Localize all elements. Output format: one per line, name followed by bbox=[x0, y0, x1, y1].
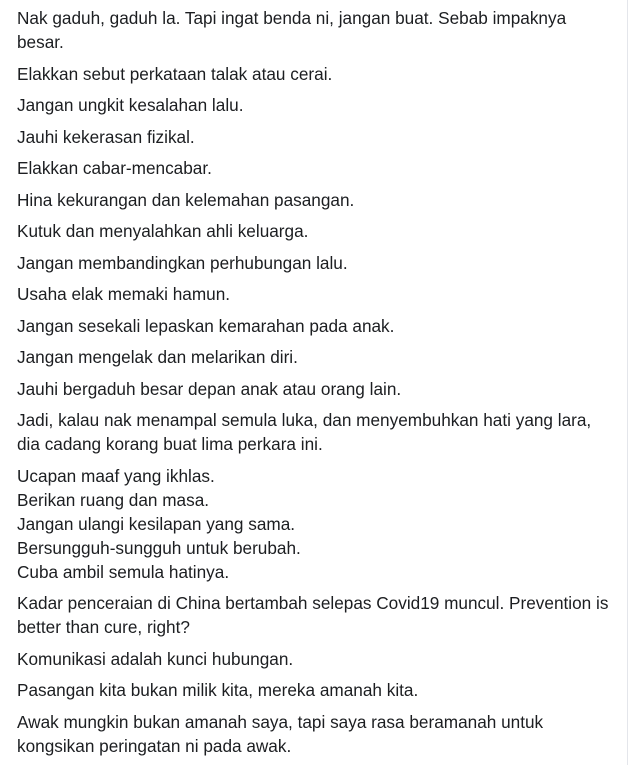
post-paragraph: Jangan membandingkan perhubungan lalu. bbox=[17, 252, 348, 273]
list-item: Ucapan maaf yang ikhlas. bbox=[17, 465, 215, 486]
post-paragraph: Jangan mengelak dan melarikan diri. bbox=[17, 347, 298, 367]
post-paragraph: Awak mungkin bukan amanah saya, tapi saya rasa beramanah untuk kongsikan peringatan ni pada awak. bbox=[17, 711, 544, 756]
list-item: Berikan ruang dan masa. bbox=[17, 489, 210, 510]
post-paragraph: Hina kekurangan dan kelemahan pasangan. bbox=[17, 189, 355, 210]
post-paragraph: Pasangan kita bukan milik kita, mereka amanah kita. bbox=[17, 680, 419, 700]
post-paragraph: Elakkan sebut perkataan talak atau cerai. bbox=[17, 63, 333, 84]
list-item: Cuba ambil semula hatinya. bbox=[17, 561, 230, 582]
list-item: Jangan ulangi kesilapan yang sama. bbox=[17, 513, 296, 534]
list-item: Bersungguh-sungguh untuk berubah. bbox=[17, 537, 301, 558]
post-paragraph: Komunikasi adalah kunci hubungan. bbox=[17, 648, 294, 669]
post-paragraph: Kutuk dan menyalahkan ahli keluarga. bbox=[17, 221, 309, 241]
post-paragraph: Elakkan cabar-mencabar. bbox=[17, 158, 212, 178]
post-paragraph: Jangan ungkit kesalahan lalu. bbox=[17, 95, 244, 115]
post-paragraph: Jangan sesekali lepaskan kemarahan pada anak. bbox=[17, 315, 395, 336]
five-things-list bbox=[17, 464, 617, 584]
post-paragraph: Nak gaduh, gaduh la. Tapi ingat benda ni, jangan buat. Sebab impaknya besar. bbox=[17, 8, 567, 52]
post-paragraph: Jauhi kekerasan fizikal. bbox=[17, 126, 195, 147]
post-paragraph: Usaha elak memaki hamun. bbox=[17, 284, 231, 304]
post-paragraph: Kadar penceraian di China bertambah selepas Covid19 muncul. Prevention is better than cure, right? bbox=[17, 593, 609, 637]
post-paragraph: Jauhi bergaduh besar depan anak atau orang lain. bbox=[17, 378, 402, 399]
post-paragraph: Jadi, kalau nak menampal semula luka, dan menyembuhkan hati yang lara, dia cadang korang buat lima perkara ini. bbox=[17, 410, 592, 454]
